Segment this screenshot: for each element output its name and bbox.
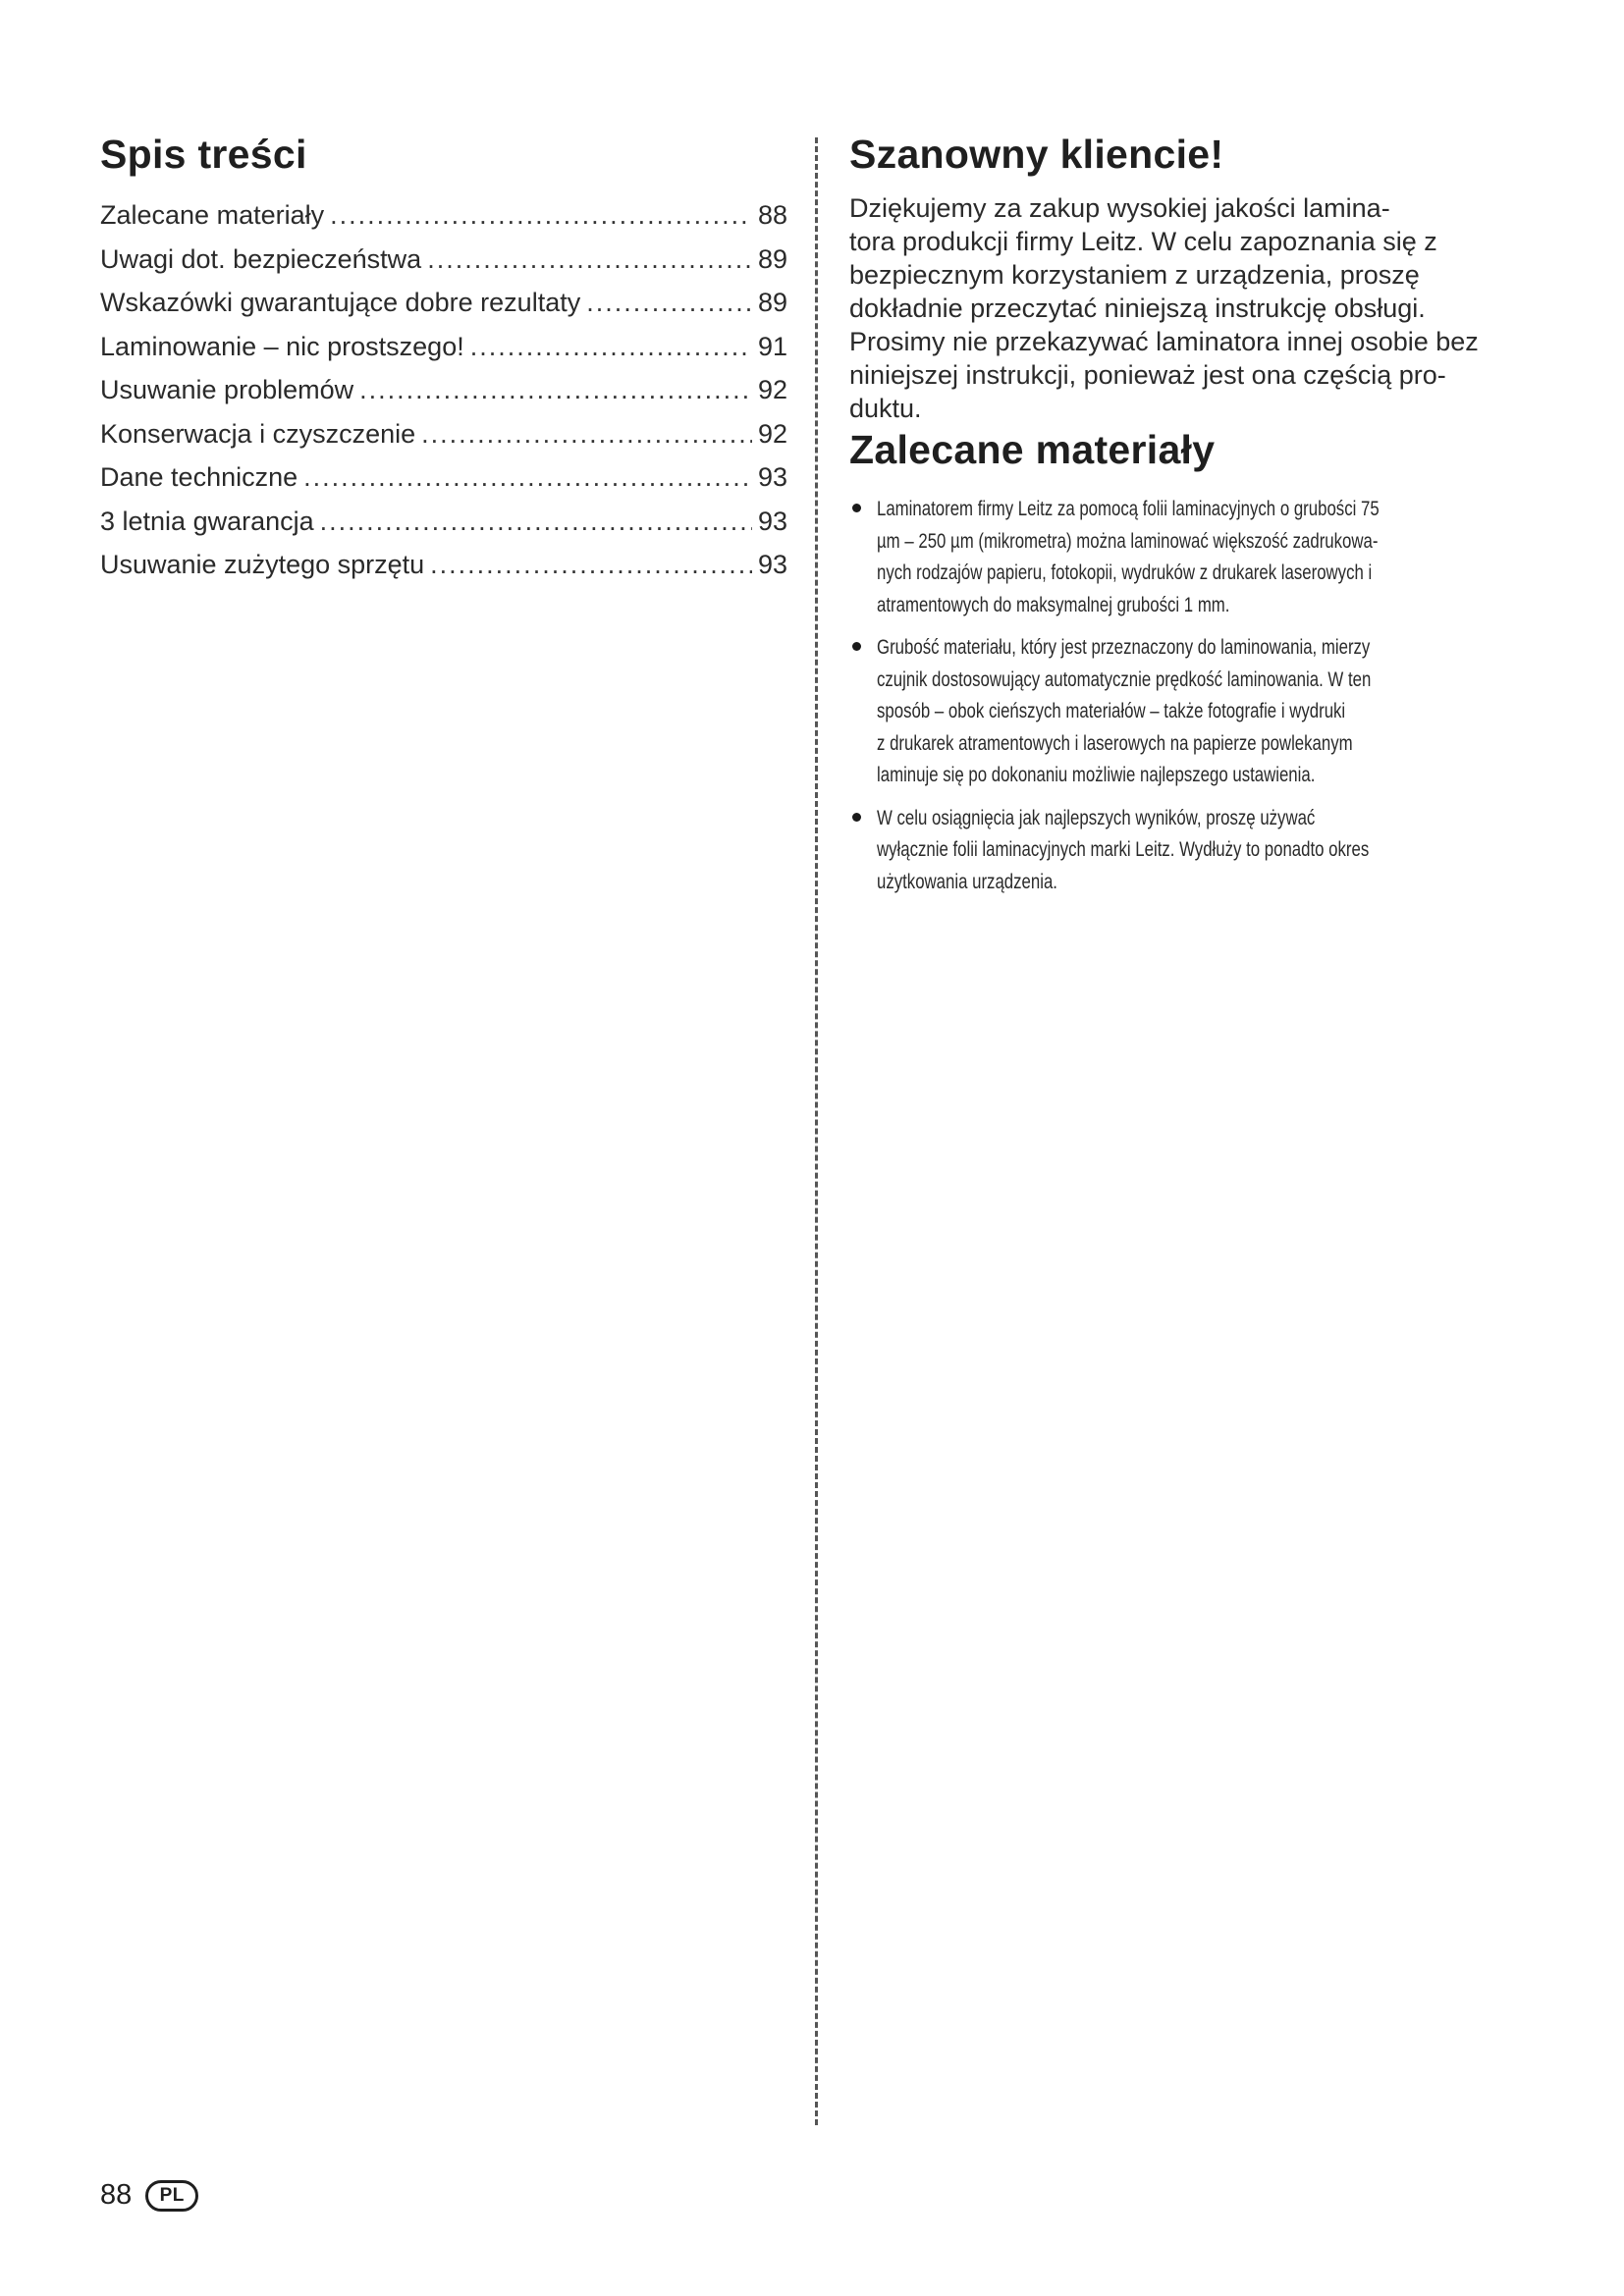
intro-line: duktu. [849, 394, 922, 423]
bullet-dot-icon [852, 813, 861, 822]
toc-section [100, 130, 787, 603]
toc-title: Spis treści [100, 132, 307, 177]
toc-entry-text: Konserwacja i czyszczenie [100, 418, 416, 449]
toc-entry-page: 92 [757, 375, 787, 404]
toc-entry[interactable] [100, 412, 787, 456]
toc-entry-page: 89 [757, 243, 787, 274]
bullet-item [849, 632, 1537, 792]
toc-leader-dots [470, 325, 752, 369]
materials-title: Zalecane materiały [849, 427, 1216, 472]
bullet-line: nych rodzajów papieru, fotokopii, wydruków z drukarek laserowych i [877, 561, 1373, 584]
bullet-item [849, 494, 1537, 621]
toc-leader-dots [330, 193, 752, 238]
bullet-line: Grubość materiału, który jest przeznaczony do laminowania, mierzy [877, 636, 1371, 659]
bullet-line: atramentowych do maksymalnej grubości 1 mm. [877, 593, 1230, 616]
intro-line: Prosimy nie przekazywać laminatora innej osobie bez [849, 327, 1479, 356]
bullet-line: laminuje się po dokonaniu możliwie najlepszego ustawienia. [877, 764, 1316, 786]
toc-leader-dots [320, 500, 752, 544]
toc-entry-page: 91 [757, 331, 787, 361]
intro-paragraph [849, 191, 1497, 425]
toc-entry-text: Dane techniczne [100, 462, 298, 492]
column-divider [815, 137, 818, 2125]
intro-title: Szanowny kliencie! [849, 132, 1224, 177]
toc-entry-page: 93 [757, 462, 787, 492]
page-number: 88 [100, 2179, 133, 2211]
toc-entry[interactable] [100, 455, 787, 500]
toc-leader-dots [303, 455, 752, 500]
bullet-line: z drukarek atramentowych i laserowych na papierze powlekanym [877, 731, 1353, 755]
toc-entry[interactable] [100, 368, 787, 412]
toc-entry-text: Laminowanie – nic prostszego! [100, 331, 464, 361]
bullet-line: W celu osiągnięcia jak najlepszych wyników, proszę używać [877, 806, 1316, 829]
intro-line: tora produkcji firmy Leitz. W celu zapoznania się z [849, 227, 1437, 256]
toc-entry[interactable] [100, 500, 787, 544]
intro-line: niniejszej instrukcji, ponieważ jest ona częścią pro- [849, 360, 1446, 390]
bullet-line: czujnik dostosowujący automatycznie prędkość laminowania. W ten [877, 667, 1372, 691]
bullet-line: użytkowania urządzenia. [877, 870, 1057, 893]
toc-entry[interactable] [100, 238, 787, 282]
toc-entry[interactable] [100, 193, 787, 238]
bullet-dot-icon [852, 642, 861, 651]
bullet-item [849, 803, 1537, 899]
language-badge: PL [145, 2180, 198, 2212]
toc-leader-dots [430, 543, 752, 587]
materials-bullet-list [849, 494, 1537, 898]
toc-leader-dots [586, 281, 752, 325]
toc-leader-dots [427, 238, 752, 282]
intro-line: bezpiecznym korzystaniem z urządzenia, proszę [849, 260, 1420, 290]
toc-entry[interactable] [100, 325, 787, 369]
toc-entry-text: Wskazówki gwarantujące dobre rezultaty [100, 288, 581, 317]
toc-leader-dots [421, 412, 752, 456]
toc-entry-page: 93 [757, 550, 787, 579]
toc-entry-page: 92 [757, 418, 787, 449]
bullet-line: Laminatorem firmy Leitz za pomocą folii laminacyjnych o grubości 75 [877, 498, 1380, 520]
toc-entry-page: 89 [757, 288, 787, 317]
bullet-dot-icon [852, 504, 861, 512]
bullet-line: wyłącznie folii laminacyjnych marki Leitz. Wydłuży to ponadto okres [877, 838, 1370, 861]
toc-entry-page: 88 [757, 200, 787, 230]
toc-entry-text: Usuwanie problemów [100, 375, 354, 404]
toc-entry-text: Usuwanie zużytego sprzętu [100, 550, 425, 579]
page-footer [100, 2179, 198, 2212]
toc-entry[interactable] [100, 543, 787, 587]
bullet-line: sposób – obok cieńszych materiałów – także fotografie i wydruki [877, 700, 1346, 722]
bullet-line: µm – 250 µm (mikrometra) można laminować większość zadrukowa- [877, 529, 1379, 553]
toc-entry-text: Uwagi dot. bezpieczeństwa [100, 243, 422, 274]
toc-list [100, 193, 787, 587]
toc-entry-page: 93 [757, 506, 787, 536]
toc-leader-dots [359, 368, 752, 412]
content-section [849, 130, 1537, 909]
intro-line: Dziękujemy za zakup wysokiej jakości lamina- [849, 193, 1390, 223]
toc-entry[interactable] [100, 281, 787, 325]
toc-entry-text: Zalecane materiały [100, 200, 325, 230]
intro-line: dokładnie przeczytać niniejszą instrukcję obsługi. [849, 294, 1426, 323]
toc-entry-text: 3 letnia gwarancja [100, 506, 314, 536]
